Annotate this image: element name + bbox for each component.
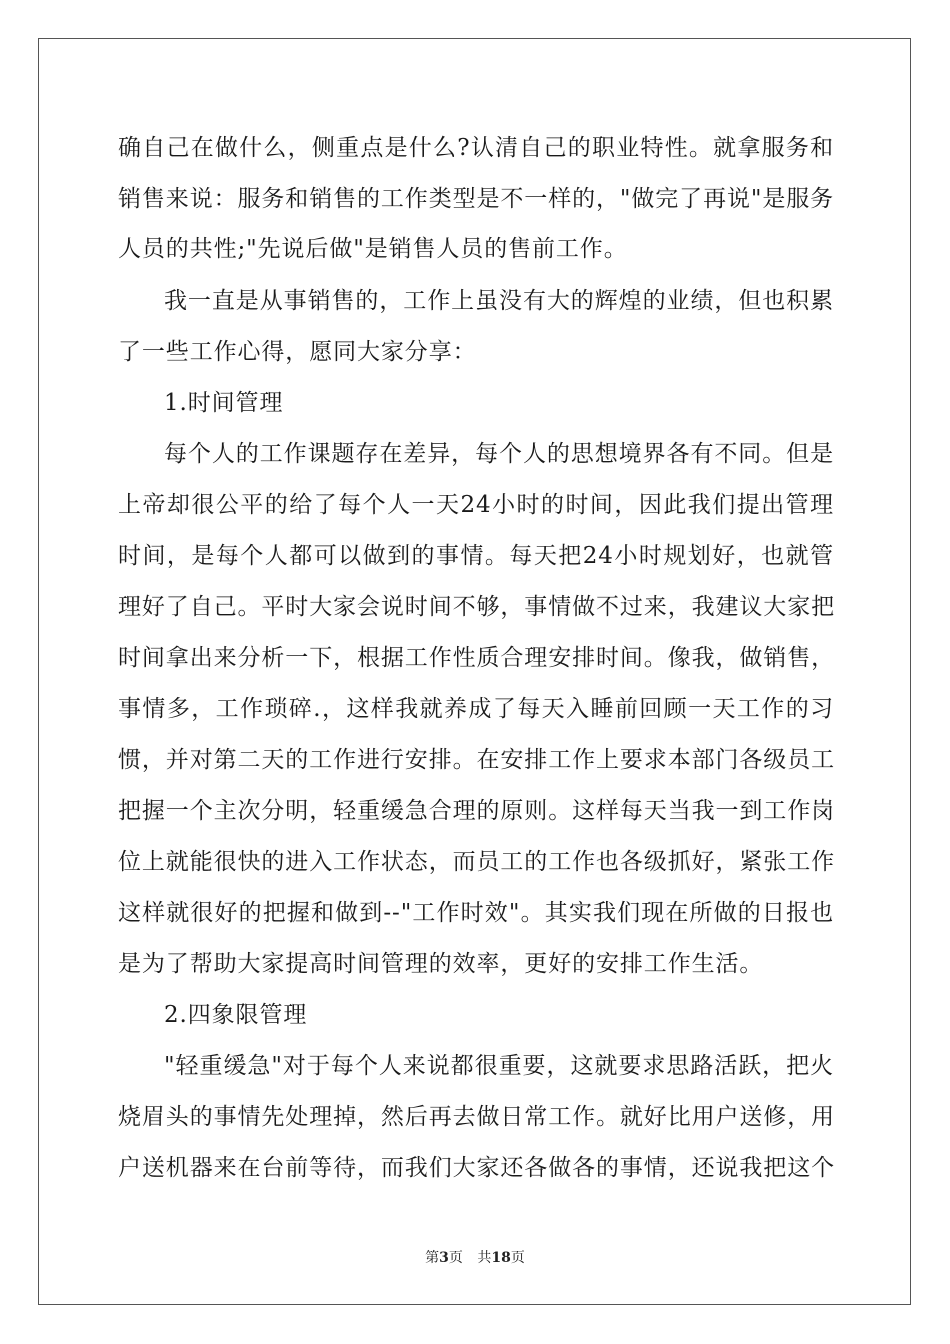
text-line: 时间，是每个人都可以做到的事情。每天把24小时规划好，也就管 — [118, 543, 834, 569]
text-line: 这样就很好的把握和做到--"工作时效"。其实我们现在所做的日报也 — [118, 900, 834, 926]
text-line: 把握一个主次分明，轻重缓急合理的原则。这样每天当我一到工作岗 — [118, 798, 835, 824]
text-line: 上帝却很公平的给了每个人一天24小时的时间，因此我们提出管理 — [118, 492, 834, 518]
total-prefix: 共 — [477, 1250, 492, 1266]
text-line: 人员的共性;"先说后做"是销售人员的售前工作。 — [118, 236, 628, 262]
page-number — [425, 1250, 463, 1266]
text-line: 时间拿出来分析一下，根据工作性质合理安排时间。像我，做销售， — [118, 645, 835, 671]
text-line: 事情多，工作琐碎.，这样我就养成了每天入睡前回顾一天工作的习 — [118, 696, 834, 722]
total-page-count: 18 — [491, 1250, 511, 1266]
text-line: 位上就能很快的进入工作状态，而员工的工作也各级抓好，紧张工作 — [118, 849, 835, 875]
text-line: 理好了自己。平时大家会说时间不够，事情做不过来，我建议大家把 — [118, 594, 835, 620]
text-line: 销售来说：服务和销售的工作类型是不一样的，"做完了再说"是服务 — [118, 186, 835, 212]
page-unit: 页 — [448, 1250, 463, 1266]
paragraph-first-line: "轻重缓急"对于每个人来说都很重要，这就要求思路活跃，把火 — [164, 1053, 834, 1079]
text-line: 户送机器来在台前等待，而我们大家还各做各的事情，还说我把这个 — [118, 1155, 835, 1181]
page-prefix: 第 — [425, 1250, 440, 1266]
page-footer — [0, 1247, 950, 1267]
text-line: 惯，并对第二天的工作进行安排。在安排工作上要求本部门各级员工 — [118, 747, 835, 773]
total-unit: 页 — [510, 1250, 525, 1266]
section-heading-quadrant-management: 2.四象限管理 — [164, 1002, 308, 1028]
total-pages — [477, 1250, 524, 1266]
text-line: 烧眉头的事情先处理掉，然后再去做日常工作。就好比用户送修，用 — [118, 1104, 835, 1130]
text-line: 是为了帮助大家提高时间管理的效率，更好的安排工作生活。 — [118, 951, 764, 977]
current-page: 3 — [439, 1250, 449, 1266]
section-heading-time-management: 1.时间管理 — [164, 390, 284, 416]
paragraph-first-line: 每个人的工作课题存在差异，每个人的思想境界各有不同。但是 — [164, 441, 834, 467]
text-line: 确自己在做什么，侧重点是什么?认清自己的职业特性。就拿服务和 — [118, 135, 834, 161]
paragraph-first-line: 我一直是从事销售的，工作上虽没有大的辉煌的业绩，但也积累 — [164, 288, 834, 314]
text-line: 了一些工作心得，愿同大家分享： — [118, 339, 477, 365]
